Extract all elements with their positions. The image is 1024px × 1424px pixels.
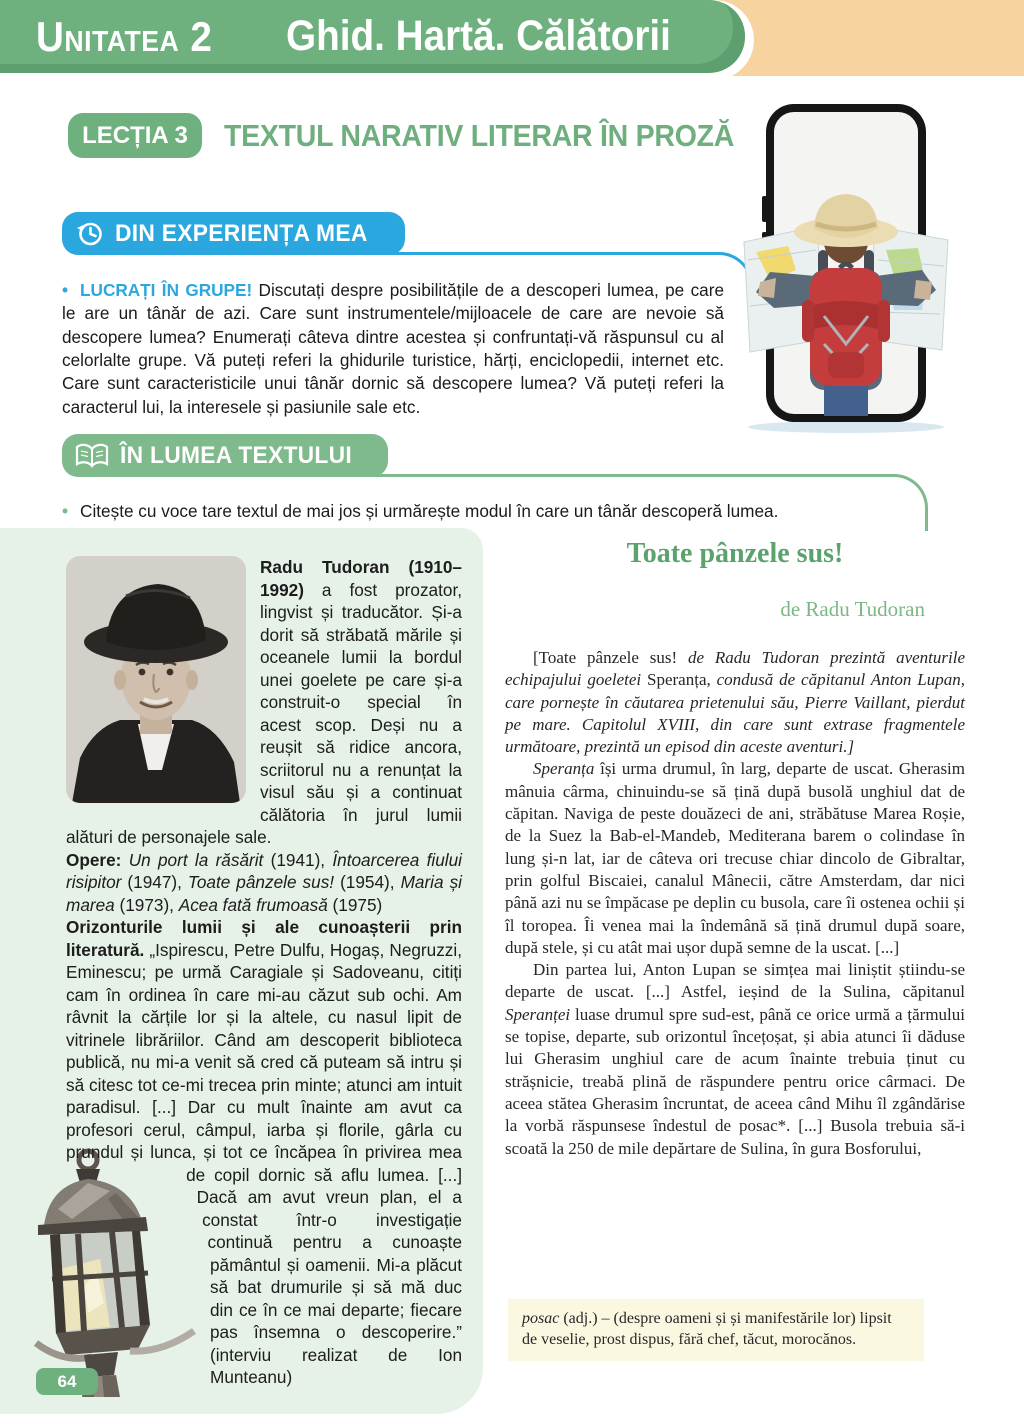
story-column	[505, 538, 965, 1160]
author-bio-panel	[0, 528, 483, 1414]
author-bio-text: Radu Tudoran (1910–1992) a fost prozator, lingvist și traducător. Și-a dorit să străbată mările și oceanele lumii la bordul unei goelete pe care și-a construit-o special în acest scop. Deși nu a reușit să ridice ancora, scriitorul nu a renunțat la visul său și a continuat călătoria în jurul lumii alături de personajele sale.	[66, 557, 462, 847]
lesson-title: TEXTUL NARATIV LITERAR ÎN PROZĂ	[224, 118, 735, 153]
textworld-banner	[62, 434, 388, 477]
experience-banner-label: DIN EXPERIENȚA MEA	[115, 219, 368, 247]
unit-label: Unitatea 2	[36, 12, 213, 60]
author-quote	[66, 916, 462, 1389]
reading-instruction	[62, 500, 942, 523]
experience-task	[62, 279, 724, 419]
vocabulary-footnote: posac (adj.) – (despre oameni și și manifestările lor) lipsit de veselie, prost dispus, fără chef, tăcut, morocănos.	[508, 1299, 924, 1361]
textworld-banner-label: ÎN LUMEA TEXTULUI	[120, 441, 352, 469]
author-quote-part2: lunca, și tot ce încăpea în privirea mea de copil dornic să aflu lumea. [...] Dacă am avut vreun plan, el a constat într-o investigație continuă pentru a cunoaște pământul și oamenii. Mi-a plăcut să bat drumurile și să mă duc din ce în ce mai departe; fiecare pas însemna o descoperire.” (interviu realizat de Ion Munteanu)	[150, 1142, 462, 1387]
story-byline: de Radu Tudoran	[780, 597, 925, 621]
author-works-text: Opere: Un port la răsărit (1941), Întoarcerea fiului risipitor (1947), Toate pânzele sus! (1954), Maria și marea (1973), Acea fată frumoasă (1975)	[66, 849, 462, 915]
bullet-marker: •	[62, 280, 69, 301]
story-paragraph: Din partea lui, Anton Lupan se simțea mai liniștit știindu-se departe de uscat. [...] Astfel, ieșind de la Sulina, căpitanul Speranței luase drumul spre sud-est, până ce orice urmă a țărmului se topise, departe, sub orizontul încețoșat, și abia atunci îi dăduse lui Gherasim unghiul care de acum înainte trebuia ținut cu strășnicie, treabă plină de răspundere pentru orice cârmaci. De aceea stătea Gherasim încruntat, de aceea când Mihu îl zgândărise la vorbă răspunsese îndestul de posac*. [...] Busola trebuia să-i scoată la 250 de mile depărtare de Sulina, în gura Bosforului,	[505, 960, 965, 1158]
experience-banner	[62, 212, 405, 255]
lantern-illustration	[30, 1147, 200, 1397]
lesson-badge: LECȚIA 3	[68, 113, 202, 158]
page-number-badge: 64	[36, 1368, 98, 1395]
author-quote-part1: Orizonturile lumii și ale cunoașterii prin literatură. „Ispirescu, Petre Dulfu, Hogaș, Negruzzi, Eminescu; pe urmă Caragiale și Sadoveanu, citiți cam în ordinea în care mi-au căzut sub ochi. Am râvnit la cărțile lor și la altele, cu nasul lipit de vitrinele librăriilor. Când am descoperit biblioteca publică, nu mi-a venit să cred că puteam să intru și să citesc tot ce-mi trecea prin minte; atunci am intuit paradisul. [...] Dar cu mult înainte am avut ca profesori cerul, câmpul, iarba și florile, gârla cu prundul și	[66, 917, 462, 1162]
reading-instruction-text: Citește cu voce tare textul de mai jos și urmărește modul în care un tânăr descoperă lumea.	[80, 501, 779, 522]
bullet-marker: •	[62, 501, 69, 522]
author-works	[66, 849, 462, 917]
story-paragraph: Speranța își urma drumul, în larg, departe de uscat. Gherasim mânuia cârma, chinuindu-se să țină după busolă unghiul dat de căpitan. Naviga de peste douăzeci de ani, străbătuse Marea Roșie, de la Suez la Bab-el-Mandeb, Mediterana barem o colindase în lung și-n lat, iar de câteva ori trecuse chiar dincolo de Gibraltar, prin golful Biscaiei, canalul Mânecii, către Amsterdam, dar nici până azi nu se împăcase pe deplin cu busola, care îi ostenea ochii și îl toropea. Îi venea mai la îndemână să țină drumul după soare, după stele, și cu atât mai ușor după semne de la uscat. [...]	[505, 759, 965, 957]
phone-traveler-illustration	[740, 100, 952, 438]
story-paragraph: [Toate pânzele sus! de Radu Tudoran prezintă aventurile echipajului goeletei Speranța, condusă de căpitanul Anton Lupan, care pornește în căutarea prietenului său, Pierre Vaillant, pierdut pe mare. Capitolul XVIII, din care sunt extrase fragmentele următoare, prezintă un episod din aceste aventuri.]	[505, 648, 965, 757]
author-portrait-photo	[66, 556, 246, 803]
author-bio	[66, 556, 462, 849]
unit-title: Ghid. Hartă. Călătorii	[285, 12, 671, 60]
open-book-icon	[74, 442, 110, 470]
unit-header-band	[0, 0, 745, 73]
experience-task-text: LUCRAȚI ÎN GRUPE! Discutați despre posibilitățile de a descoperi lumea, pe care le are un tânăr de azi. Care sunt instrumentele/mijloacele de care are nevoie să descopere lumea? Enumerați câteva dintre acestea și confruntați-vă răspunsul cu al celorlalte grupe. Vă puteți referi la ghidurile turistice, hărți, enciclopedii, internet etc. Care sunt caracteristicile unui tânăr dornic să descopere lumea? Vă puteți referi la caracterul lui, la interesele și pasiunile sale etc.	[62, 280, 724, 417]
history-clock-icon	[74, 218, 105, 249]
story-title: Toate pânzele sus!	[626, 538, 844, 569]
